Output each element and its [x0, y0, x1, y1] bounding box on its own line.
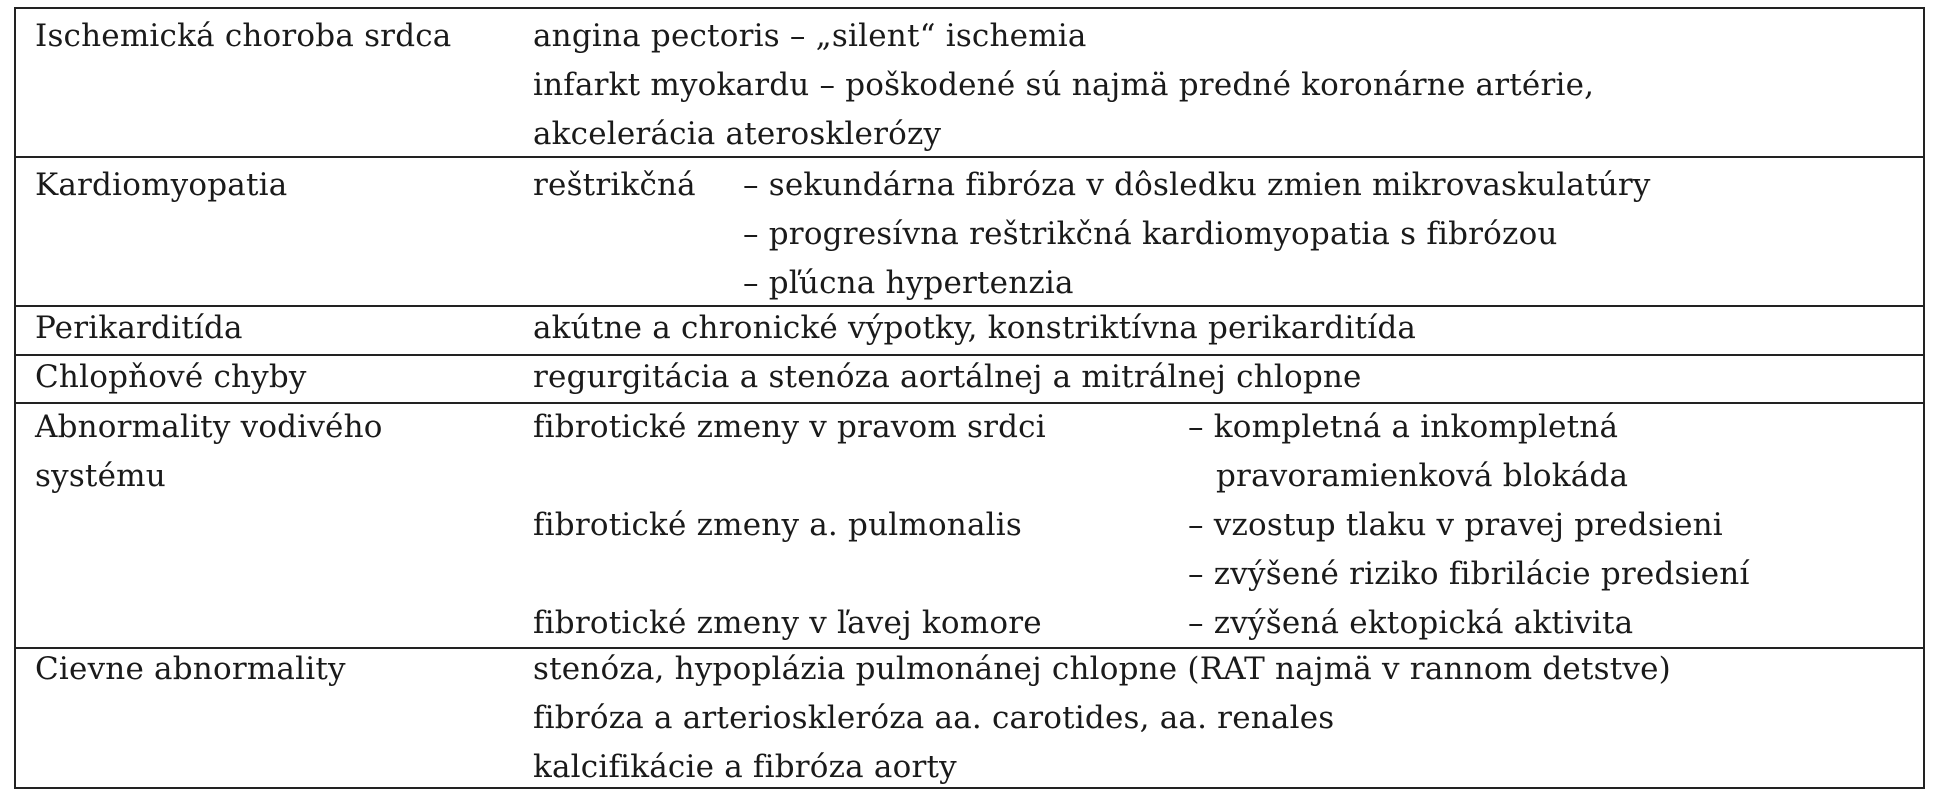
row-label: Kardiomyopatia [35, 167, 288, 203]
row-label: Ischemická choroba srdca [35, 18, 452, 54]
table-row-cardiomyopathy [16, 156, 1923, 305]
row-text-line: akútne a chronické výpotky, konstriktívna perikarditída [533, 310, 1417, 346]
row-text-line: – sekundárna fibróza v dôsledku zmien mikrovaskulatúry [743, 167, 1651, 203]
row-label: Cievne abnormality [35, 651, 346, 687]
row-text-line: stenóza, hypoplázia pulmonánej chlopne (RAT najmä v rannom detstve) [533, 651, 1671, 687]
row-text-line: regurgitácia a stenóza aortálnej a mitrálnej chlopne [533, 359, 1362, 395]
effect-text: – zvýšené riziko fibrilácie predsiení [1188, 556, 1750, 592]
cause-text: fibrotické zmeny v ľavej komore [533, 605, 1042, 641]
row-text-line: – progresívna reštrikčná kardiomyopatia s fibrózou [743, 216, 1558, 252]
row-text-line: angina pectoris – „silent“ ischemia [533, 18, 1087, 54]
effect-text: – vzostup tlaku v pravej predsieni [1188, 507, 1723, 543]
effect-text: – zvýšená ektopická aktivita [1188, 605, 1634, 641]
findings-table [14, 7, 1925, 789]
row-label: Perikarditída [35, 310, 243, 346]
cause-text: fibrotické zmeny a. pulmonalis [533, 507, 1022, 543]
table-row-vascular-abnormalities [16, 647, 1923, 787]
row-label: systému [35, 458, 166, 494]
table-row-ischemic-heart-disease [16, 9, 1923, 156]
effect-text: – kompletná a inkompletná [1188, 409, 1619, 445]
row-label: Abnormality vodivého [35, 409, 383, 445]
row-text-line: infarkt myokardu – poškodené sú najmä predné koronárne artérie, [533, 67, 1595, 103]
effect-text: pravoramienková blokáda [1216, 458, 1629, 494]
row-text-line: kalcifikácie a fibróza aorty [533, 749, 957, 785]
table-row-conduction-abnormalities [16, 402, 1923, 647]
row-text-line: – pľúcna hypertenzia [743, 265, 1074, 301]
row-text-line: akcelerácia aterosklerózy [533, 116, 942, 152]
table-row-valve-defects [16, 354, 1923, 402]
row-subtype: reštrikčná [533, 167, 696, 203]
row-text-line: fibróza a arterioskleróza aa. carotides, aa. renales [533, 700, 1335, 736]
table-row-pericarditis [16, 305, 1923, 354]
row-label: Chlopňové chyby [35, 359, 307, 395]
cause-text: fibrotické zmeny v pravom srdci [533, 409, 1046, 445]
